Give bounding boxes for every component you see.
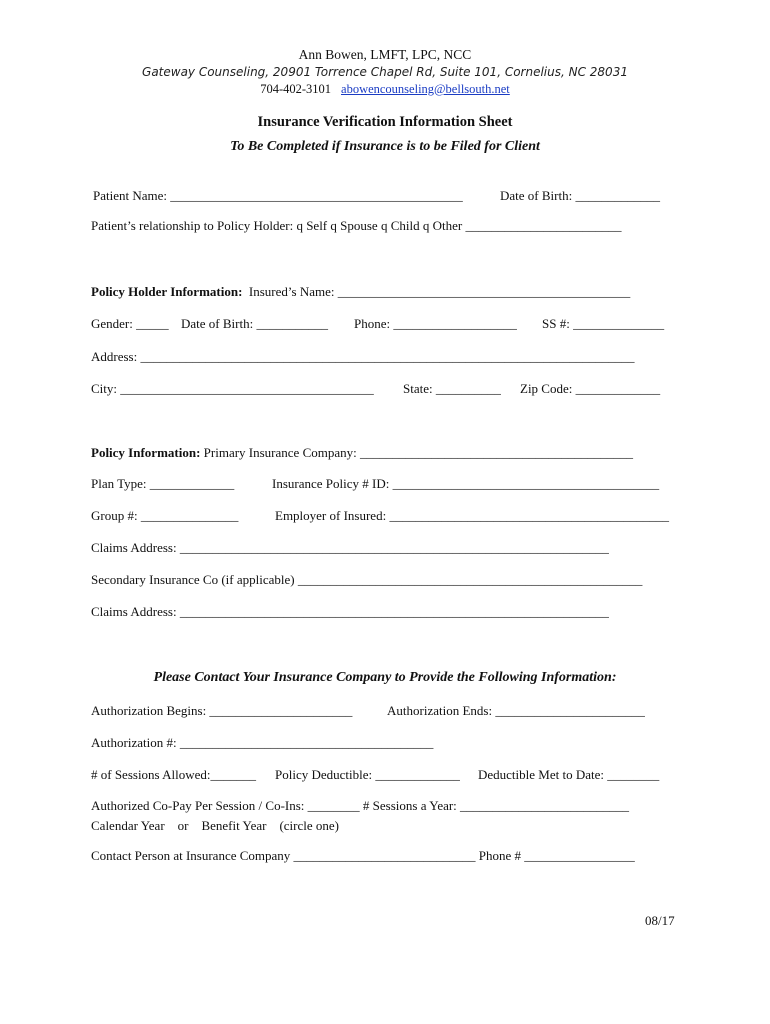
policy-id-field[interactable]: Insurance Policy # ID: _________________________________________ — [272, 476, 660, 491]
patient-dob-field[interactable]: Date of Birth: _____________ — [500, 188, 660, 203]
holder-dob-field[interactable]: Date of Birth: ___________ — [181, 316, 328, 331]
practice-address: Gateway Counseling, 20901 Torrence Chapel Rd, Suite 101, Cornelius, NC 28031 — [142, 65, 628, 79]
ss-field[interactable]: SS #: ______________ — [542, 316, 665, 331]
auth-begins-field[interactable]: Authorization Begins: ______________________ — [91, 703, 353, 718]
claims-address-field[interactable]: Claims Address: __________________________________________________________________ — [91, 540, 609, 555]
phone-number: 704-402-3101 — [260, 82, 332, 96]
revision-date: 08/17 — [645, 913, 675, 928]
auth-ends-field[interactable]: Authorization Ends: _______________________ — [387, 703, 645, 718]
copay-field[interactable]: Authorized Co-Pay Per Session / Co-Ins: ________ # Sessions a Year: __________________________ — [91, 798, 630, 813]
employer-field[interactable]: Employer of Insured: ___________________________________________ — [275, 508, 669, 523]
claims-address-2-field[interactable]: Claims Address: __________________________________________________________________ — [91, 604, 609, 619]
contact-person-field[interactable]: Contact Person at Insurance Company ____________________________ Phone # _________________ — [91, 848, 635, 863]
deductible-met-field[interactable]: Deductible Met to Date: ________ — [478, 767, 660, 782]
email-link[interactable]: abowencounseling@bellsouth.net — [341, 82, 510, 96]
city-field[interactable]: City: _______________________________________ — [91, 381, 374, 396]
sessions-allowed-field[interactable]: # of Sessions Allowed:_______ — [91, 767, 257, 782]
year-type-choice[interactable]: Calendar Year or Benefit Year (circle one) — [91, 818, 340, 833]
insured-name-field[interactable]: Insured’s Name: _____________________________________________ — [248, 284, 631, 299]
plan-type-field[interactable]: Plan Type: _____________ — [91, 476, 235, 491]
holder-phone-field[interactable]: Phone: ___________________ — [354, 316, 517, 331]
relationship-field[interactable]: Patient’s relationship to Policy Holder: q Self q Spouse q Child q Other ________________________ — [91, 218, 622, 233]
policy-info-heading: Policy Information: — [91, 445, 201, 460]
patient-name-field[interactable]: Patient Name: _____________________________________________ — [93, 188, 463, 203]
group-field[interactable]: Group #: _______________ — [91, 508, 239, 523]
zip-field[interactable]: Zip Code: _____________ — [520, 381, 661, 396]
policy-info-row — [91, 445, 633, 461]
form-title: Insurance Verification Information Sheet — [257, 114, 513, 130]
address-field[interactable]: Address: ____________________________________________________________________________ — [91, 349, 635, 364]
secondary-insurance-field[interactable]: Secondary Insurance Co (if applicable) _____________________________________________________ — [91, 572, 643, 587]
contact-line — [0, 82, 770, 97]
auth-number-field[interactable]: Authorization #: _______________________________________ — [91, 735, 434, 750]
policy-deductible-field[interactable]: Policy Deductible: _____________ — [275, 767, 460, 782]
primary-company-field[interactable]: Primary Insurance Company: __________________________________________ — [203, 445, 633, 460]
gender-field[interactable]: Gender: _____ — [91, 316, 169, 331]
contact-section-heading: Please Contact Your Insurance Company to Provide the Following Information: — [153, 670, 617, 685]
policy-holder-heading: Policy Holder Information: — [91, 284, 243, 299]
form-subtitle: To Be Completed if Insurance is to be Filed for Client — [230, 139, 540, 154]
state-field[interactable]: State: __________ — [403, 381, 501, 396]
policy-holder-row — [91, 284, 630, 300]
practitioner-name: Ann Bowen, LMFT, LPC, NCC — [298, 47, 472, 62]
